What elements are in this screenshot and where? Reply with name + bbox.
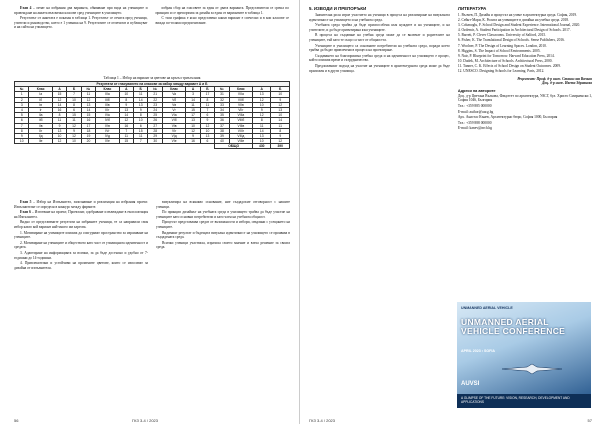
- table-cell: Iв: [29, 102, 52, 107]
- table-column-header: №: [15, 87, 29, 92]
- address-line: Е-mail: kanev@arch.bg: [457, 126, 493, 131]
- reviewer-line: Доц. д-р инж. Ивета Здравкова: [541, 81, 592, 86]
- table-cell: 10: [253, 139, 271, 144]
- table-cell: 6: [15, 118, 29, 123]
- table-cell: 8: [271, 128, 290, 133]
- paragraph-text: Видно от представените резултати на избраните ученици, те са направили своя избор както кой вариант най-много им харесва.: [14, 220, 148, 229]
- table-cell: 14: [119, 113, 133, 118]
- table-column-header: Клас: [229, 87, 252, 92]
- table-cell: VIв: [162, 123, 185, 128]
- table-cell: IIIб: [96, 97, 119, 102]
- table-cell: IIг: [29, 128, 52, 133]
- table-cell: VIIб: [229, 97, 252, 102]
- reference-item: 4. Ozdemir, A. Student Participation in Architectural Design of Schools. 2017.: [457, 28, 571, 33]
- table-cell: 14: [81, 107, 95, 112]
- table-cell: 4: [15, 107, 29, 112]
- table-cell: 33: [215, 102, 229, 107]
- table-column-header: Б: [200, 87, 214, 92]
- table-cell: 13: [52, 128, 66, 133]
- table-cell: 13: [253, 133, 271, 138]
- address-line: Тел.: +359 888 000000: [457, 120, 492, 125]
- table-group-header: Резултати от гласуването на класове за избор между вариант А и Б: [15, 82, 290, 87]
- table-cell: 9: [15, 133, 29, 138]
- table-cell: 11: [200, 102, 214, 107]
- table-cell: IIд: [29, 133, 52, 138]
- table-cell: 7: [67, 92, 81, 97]
- table-cell: 30: [148, 139, 162, 144]
- address-line: Доц. д-р Цветана Вълкова, Факултет по архитектура, УАСГ, бул. Христо Смирненски 1, София 1046, България: [457, 93, 592, 103]
- table-cell: IIб: [29, 118, 52, 123]
- table-cell: 11: [134, 92, 148, 97]
- table-cell: 8: [15, 128, 29, 133]
- table-cell: 16: [52, 107, 66, 112]
- ad-subtitle: APRIL 2023 • SOFIA: [461, 349, 495, 353]
- paragraph-text: – Избор на Изпълнител, запознаване и реализация на избрания проект. Изпълнителят се определя в конкурс между фирмите.: [14, 200, 148, 209]
- table-cell: 16: [186, 139, 200, 144]
- table-cell: 8: [134, 113, 148, 118]
- table-cell: 11: [81, 92, 95, 97]
- table-total-row: [15, 144, 290, 149]
- table-cell: 10: [67, 139, 81, 144]
- table-cell: IIIв: [96, 102, 119, 107]
- table-cell: 26: [148, 118, 162, 123]
- table-cell: 1: [15, 92, 29, 97]
- paragraph-text: Процесът представлява средат от възможности и избори, свързани с усещането на учениците.: [156, 220, 290, 229]
- table-cell: 9: [52, 123, 66, 128]
- paragraph: [14, 261, 148, 270]
- left-bottom-col-2: [156, 200, 290, 271]
- paragraph: [156, 220, 290, 229]
- table-cell: 13: [119, 107, 133, 112]
- table-cell: 14: [271, 118, 290, 123]
- table-column-header: А: [119, 87, 133, 92]
- reference-item: 5. Barrett, P. Clever Classrooms. University of Salford, 2015.: [457, 33, 547, 38]
- table-cell: 12: [119, 118, 133, 123]
- table-cell: VIIa: [229, 92, 252, 97]
- paragraph-text: – печат на избрания два варианта, обявяване при вида на учениците и провеждане на анкета във вички класове сред учениците в училището.: [14, 6, 148, 15]
- paragraph-text: избран сбор на гласовете за един от двата варианта. Представители се среша по принцип и се препоръчва за дизайн за един от вариантите в таблица 1.: [155, 6, 289, 15]
- table-cell: 10: [200, 128, 214, 133]
- table-cell: 17: [186, 113, 200, 118]
- paragraph-text: Създаването на благоприятна учебна среда и на идентичност на училището е процес, който изисква време и сътрудничество.: [309, 53, 450, 63]
- table-column-header: Клас: [96, 87, 119, 92]
- table-cell: 2: [15, 97, 29, 102]
- table-cell: 13: [81, 102, 95, 107]
- table-cell: IIIa: [96, 92, 119, 97]
- paragraph-text: Учениците в училището са основните потребители на учебната среда, поради което трябва да бъдат привлечени в процеса на проектиране.: [309, 43, 450, 53]
- table-cell: IVе: [96, 139, 119, 144]
- table-cell: 14: [134, 97, 148, 102]
- table-cell: 16: [119, 123, 133, 128]
- table-cell: 40: [215, 139, 229, 144]
- table-cell: IIв: [29, 123, 52, 128]
- paragraph-text: Всички ученици участваха, изразиха своето мнение и взеха решение за своята среда.: [156, 240, 290, 250]
- paragraph: [14, 6, 148, 15]
- table-cell: Ia: [29, 92, 52, 97]
- references-heading: ЛИТЕРАТУРА: [457, 6, 487, 11]
- table-cell: 22: [148, 97, 162, 102]
- table-cell: 12: [253, 97, 271, 102]
- table-cell: IVв: [96, 123, 119, 128]
- table-cell: VIе: [162, 139, 185, 144]
- table-cell: 8: [119, 97, 133, 102]
- reference-item: 11. Tanner, C. K. Effects of School Design on Student Outcomes. 2009.: [457, 63, 561, 68]
- table-cell: 31: [215, 92, 229, 97]
- table-cell: 11: [134, 133, 148, 138]
- table-cell: 34: [215, 107, 229, 112]
- table-cell: 8: [67, 102, 81, 107]
- table-cell: IVд: [96, 133, 119, 138]
- reviewer-signature: [458, 77, 592, 86]
- table-cell: IVг: [96, 128, 119, 133]
- table-column-header: №: [215, 87, 229, 92]
- table-cell: 12: [271, 139, 290, 144]
- table-cell: 15: [119, 139, 133, 144]
- table-cell: 9: [271, 133, 290, 138]
- paragraph: [309, 23, 450, 32]
- table-cell: VIIIa: [229, 113, 252, 118]
- paragraph: [14, 231, 148, 240]
- left-top-col-2: [156, 6, 290, 31]
- table-cell: 5: [15, 113, 29, 118]
- left-bottom-columns: [14, 200, 290, 271]
- paragraph-text: 3. Адаптиране на информацията за всички, за да бъде достъпно и удобно от 7-годишни до 14-годишни.: [14, 250, 148, 260]
- reference-item: 6. Fisher, K. The Translational Design of Schools. Sense Publishers, 2016.: [457, 38, 565, 43]
- table-cell: Vб: [162, 97, 185, 102]
- table-cell: 10: [15, 139, 29, 144]
- table-column-header: Клас: [162, 87, 185, 92]
- table-cell: 24: [148, 107, 162, 112]
- table-cell: 11: [52, 118, 66, 123]
- table-cell: 10: [52, 133, 66, 138]
- reference-item: 3. Cobanoglu, F. School Design and Student Experience. International Journal, 2020.: [457, 23, 581, 28]
- reference-item: 10. Dudek, M. Architecture of Schools. Architectural Press, 2000.: [457, 58, 553, 63]
- table-cell: 11: [67, 118, 81, 123]
- table-cell: 36: [215, 118, 229, 123]
- table-cell: 14: [52, 102, 66, 107]
- table-cell: 9: [186, 133, 200, 138]
- table-cell: Iг: [29, 107, 52, 112]
- paragraph-text: визуализира на всякакво основание, ние създадохме отговорност с нашите ученици.: [156, 200, 290, 209]
- paragraph: [309, 54, 450, 63]
- paragraph-text: 2. Мотивиране на учениците и обществото като част от училищната идентичност и средата.: [14, 240, 148, 250]
- table-column-header: Клас: [29, 87, 52, 92]
- table-cell: 9: [200, 118, 214, 123]
- paragraph: [309, 64, 450, 73]
- table-cell: 14: [253, 128, 271, 133]
- reviewer-line: Рецензент: Проф. д-р инж. Станислав Вачков: [517, 76, 592, 81]
- table-column-header: Б: [67, 87, 81, 92]
- paragraph: [156, 16, 290, 25]
- table-cell: 12: [200, 123, 214, 128]
- table-cell: 15: [52, 92, 66, 97]
- right-col-1: [309, 6, 450, 132]
- author-addresses: [458, 94, 592, 131]
- right-col-2: [458, 6, 592, 132]
- table-cell: VIIIе: [229, 139, 252, 144]
- table-cell: 10: [119, 92, 133, 97]
- paragraph-text: Резултатът от анкетата е показан в таблица 1. Резултатът се отчита пред ученици, учители и ръководство, което е 1 ученика на 9. Резултатите се отпечатат и публикуват и на сайта на училището.: [14, 16, 148, 30]
- left-bottom-col-1: [14, 200, 148, 271]
- table-cell: 32: [215, 97, 229, 102]
- paragraph: [156, 210, 290, 219]
- ad-title: UNMANNED AERIAL VEHICLE CONFERENCE: [461, 317, 566, 336]
- reference-item: 7. Woolner, P. The Design of Learning Spaces. London, 2010.: [457, 43, 547, 48]
- ad-logo: AUVSI: [461, 381, 480, 387]
- paragraph: [14, 241, 148, 250]
- table-cell: 9: [67, 128, 81, 133]
- table-cell: 15: [186, 107, 200, 112]
- table-cell: 15: [134, 128, 148, 133]
- table-cell: VIIв: [229, 102, 252, 107]
- table-cell: 12: [271, 102, 290, 107]
- table-cell: 10: [67, 97, 81, 102]
- table-cell: 12: [67, 133, 81, 138]
- table-cell: 3: [15, 102, 29, 107]
- conclusions-text: [309, 13, 450, 73]
- table-cell: 8: [52, 113, 66, 118]
- paragraph: [156, 200, 290, 209]
- paragraph: [14, 220, 148, 229]
- right-page: [301, 0, 600, 424]
- ad-tagline: A GLIMPSE OF THE FUTURE: VISION, RESEARCH, DEVELOPMENT AND APPLICATIONS: [461, 396, 570, 404]
- table-cell: Va: [162, 92, 185, 97]
- table-cell: 3: [186, 92, 200, 97]
- table-cell: 18: [81, 128, 95, 133]
- table-cell: IIе: [29, 139, 52, 144]
- table-column-header: №: [81, 87, 95, 92]
- page-number-right: 57: [587, 418, 592, 423]
- left-top-columns: [14, 6, 289, 31]
- paragraph-text: По принцип дизайнът на учебната среда в училището трябва да бъде участие на учениците като основни потребители и като член на учебната общност.: [156, 210, 290, 219]
- table-cell: 7: [200, 107, 214, 112]
- table-cell: 9: [134, 107, 148, 112]
- paragraph: [309, 33, 450, 42]
- table-cell: 10: [253, 102, 271, 107]
- table-cell: 10: [186, 123, 200, 128]
- table-cell: IIIг: [96, 107, 119, 112]
- reference-item: 12. UNESCO. Designing Schools for Learning. Paris, 2012.: [457, 69, 545, 74]
- table-cell: 6: [67, 107, 81, 112]
- paragraph-text: 1. Мотивиране на учениците изисква да осигуряват пространство за изразяване на учениците.: [14, 230, 148, 240]
- table-block: [14, 76, 290, 149]
- table-cell: 27: [148, 123, 162, 128]
- references-list: [458, 13, 592, 74]
- table-cell: 11: [253, 123, 271, 128]
- conference-advertisement[interactable]: [457, 302, 591, 408]
- table-cell: 19: [81, 133, 95, 138]
- table-cell: 37: [215, 123, 229, 128]
- table-cell: 15: [67, 113, 81, 118]
- journal-issue-left: ГКЗ 3-4 / 2023: [132, 418, 158, 423]
- table-cell: VIIIв: [229, 123, 252, 128]
- paragraph: [14, 200, 148, 209]
- table-column-header: Б: [271, 87, 290, 92]
- table-cell: 8: [200, 97, 214, 102]
- table-cell: 28: [148, 128, 162, 133]
- paragraph-text: Значителна роля играе участието на ученици в процеса на реализиране на визуалната идентичност на училището и на учебната среда.: [309, 13, 450, 22]
- table-cell: 11: [119, 133, 133, 138]
- table-cell: Vг: [162, 107, 185, 112]
- table-cell: 11: [186, 102, 200, 107]
- page-number-left: 56: [14, 418, 19, 423]
- table-cell: 9: [253, 107, 271, 112]
- table-cell: 7: [15, 123, 29, 128]
- left-top-col-1: [14, 6, 148, 31]
- table-cell: 12: [186, 128, 200, 133]
- table-cell: 6: [200, 139, 214, 144]
- reference-item: 8. Higgins, S. The Impact of School Environments. 2005.: [457, 48, 541, 53]
- drone-icon: [497, 362, 567, 376]
- paragraph: [156, 6, 290, 15]
- table-cell: 29: [148, 133, 162, 138]
- table-cell: 15: [81, 113, 95, 118]
- table-cell: 13: [134, 102, 148, 107]
- table-column-header: Б: [134, 87, 148, 92]
- table-cell: 9: [271, 97, 290, 102]
- table-cell: 39: [215, 133, 229, 138]
- table-cell: VIIIг: [229, 128, 252, 133]
- reference-item: 9. Nair, P. Blueprint for Tomorrow. Harvard Education Press, 2014.: [457, 53, 555, 58]
- paragraph-text: Видимият резултат и бъдещата визуална идентичност на училището се проявява в създадената среда.: [156, 230, 290, 240]
- table-cell: 12: [52, 139, 66, 144]
- table-cell: VIд: [162, 133, 185, 138]
- total-a: 430: [253, 144, 271, 149]
- addresses-heading: Адреси на авторите: [457, 88, 496, 93]
- paragraph-text: В процеса на създаване на учебна среда може да се включат и родителите на учениците, тъй като те също са част от общността.: [309, 33, 450, 42]
- table-cell: 12: [81, 97, 95, 102]
- table-cell: 11: [271, 123, 290, 128]
- table-cell: 10: [134, 118, 148, 123]
- paragraph-text: Учебната среда трябва да бъде приспособена към нуждите и на учениците, и на учителите, и да бъде ориентирана към учениците.: [309, 23, 450, 32]
- table-cell: 12: [67, 123, 81, 128]
- table-cell: 17: [81, 123, 95, 128]
- paragraph: [14, 16, 148, 30]
- table-cell: VIIг: [229, 107, 252, 112]
- table-cell: VIIIд: [229, 133, 252, 138]
- address-line: Арх. Анастас Кънев, Архитектурно бюро, София 1000, България: [457, 115, 558, 120]
- table-cell: IVa: [96, 113, 119, 118]
- address-line: Тел.: +359 885 000000: [457, 104, 492, 108]
- table-cell: 14: [186, 97, 200, 102]
- paragraph: [309, 44, 450, 53]
- paragraph-lead: Етап 6: [20, 210, 31, 215]
- journal-issue-right: ГКЗ 3-4 / 2023: [309, 418, 335, 423]
- table-cell: VIг: [162, 128, 185, 133]
- paragraph-text: 4. Привлекателни и устойчиви на промените цветове, които се използват за дизайна от изпълнителя.: [14, 261, 148, 270]
- table-cell: 12: [253, 113, 271, 118]
- table-title: Таблица 1 – Избор на вариант за цветове на кръгъл триъгълник: [103, 76, 201, 80]
- table-cell: 16: [81, 118, 95, 123]
- table-cell: 25: [148, 113, 162, 118]
- table-cell: 7: [134, 139, 148, 144]
- table-column-header: А: [186, 87, 200, 92]
- table-cell: VIa: [162, 113, 185, 118]
- table-cell: Vв: [162, 102, 185, 107]
- table-cell: 21: [148, 92, 162, 97]
- section-title: 5. ИЗВОДИ И ПРЕПОРЪКИ: [309, 6, 367, 11]
- table-cell: 13: [253, 92, 271, 97]
- table-cell: 7: [119, 128, 133, 133]
- table-cell: 10: [271, 92, 290, 97]
- paragraph: [156, 231, 290, 240]
- table-cell: 12: [52, 97, 66, 102]
- paragraph: [14, 251, 148, 260]
- ad-tagline-bar: [457, 394, 591, 408]
- paragraph: [309, 13, 450, 22]
- table-column-header: А: [253, 87, 271, 92]
- table-cell: 9: [119, 102, 133, 107]
- table-cell: 38: [215, 128, 229, 133]
- table-cell: Iб: [29, 97, 52, 102]
- table-cell: 6: [200, 113, 214, 118]
- paragraph-text: Предложеният подход на участие на учениците в архитектурната среда може да бъде приложен и в други училища.: [309, 63, 450, 73]
- right-columns: [309, 6, 592, 132]
- table-cell: 8: [253, 118, 271, 123]
- table-column-header: А: [52, 87, 66, 92]
- reference-item: 1. Вълчев, П. Дизайн и процесът на учене в архитектурна среда. София, 2019.: [457, 13, 578, 17]
- table-cell: VIIIб: [229, 118, 252, 123]
- table-cell: 35: [215, 113, 229, 118]
- paragraph-text: С тази графика е ясно представено какъв вариант е спечелил и в кои класове се вижда по-голямо предпочитание.: [155, 16, 289, 25]
- table-body: [15, 92, 290, 144]
- table-cell: 23: [148, 102, 162, 107]
- paragraph: [156, 241, 290, 250]
- table-cell: IIa: [29, 113, 52, 118]
- paragraph: [14, 210, 148, 219]
- table-cell: 17: [200, 92, 214, 97]
- table-cell: 10: [271, 113, 290, 118]
- table-cell: 13: [186, 118, 200, 123]
- paragraph-text: – Изготвяне на проект, Проектант, одобряване и въвеждане в експлоатация на Изпълнител.: [14, 210, 148, 219]
- paragraph-lead: Етап 5: [20, 200, 32, 204]
- table-cell: IVб: [96, 118, 119, 123]
- table-cell: VIб: [162, 118, 185, 123]
- table-cell: 6: [134, 123, 148, 128]
- results-table: [14, 81, 290, 149]
- table-column-header: №: [148, 87, 162, 92]
- table-cell: 13: [200, 133, 214, 138]
- table-cell: 13: [271, 107, 290, 112]
- ad-top-label: UNMANNED AERIAL VEHICLE: [461, 306, 513, 310]
- total-b: 390: [271, 144, 290, 149]
- address-line: Е-mail: author@uacg.bg: [457, 109, 494, 114]
- total-label: ОБЩО: [215, 144, 253, 149]
- table-cell: 20: [81, 139, 95, 144]
- paragraph-lead: Етап 4: [20, 6, 32, 10]
- reference-item: 2. Сейнт-Мари, К. Ролята на учениците в дизайна на учебна среда. 2018.: [457, 18, 569, 23]
